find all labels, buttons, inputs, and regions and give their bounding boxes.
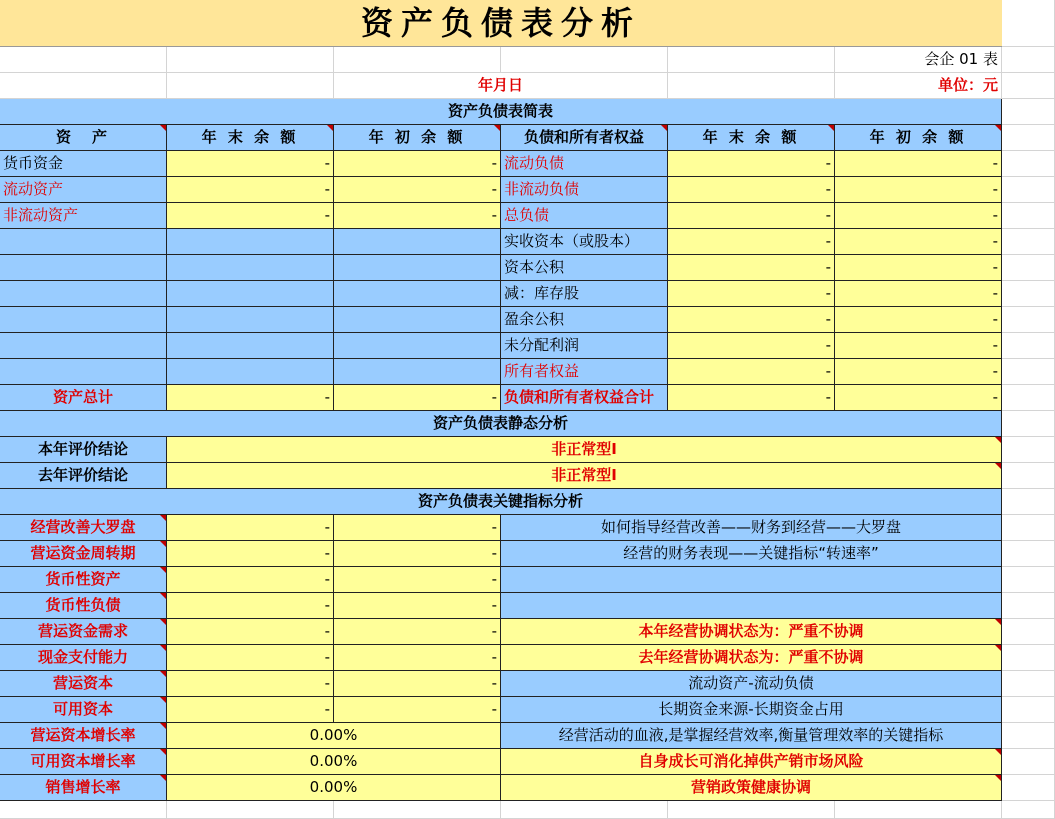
cell[interactable] <box>835 801 1002 819</box>
cell[interactable] <box>1002 671 1055 697</box>
cell[interactable] <box>1002 619 1055 645</box>
page-title[interactable]: 资产负债表分析 <box>0 0 1002 47</box>
form-code[interactable]: 会企 01 表 <box>835 47 1002 73</box>
cell[interactable] <box>1002 593 1055 619</box>
value-cell[interactable]: - <box>167 645 334 671</box>
indicator-note[interactable]: 经营的财务表现——关键指标“转速率” <box>501 541 1002 567</box>
value-cell[interactable]: - <box>835 281 1002 307</box>
value-cell[interactable]: - <box>835 333 1002 359</box>
cell[interactable] <box>1002 775 1055 801</box>
value-cell[interactable]: - <box>334 619 501 645</box>
value-cell[interactable]: - <box>334 151 501 177</box>
value-cell[interactable]: - <box>668 333 835 359</box>
growth-note[interactable]: 自身成长可消化掉供产销市场风险 <box>501 749 1002 775</box>
cell[interactable] <box>1002 0 1055 47</box>
cell[interactable] <box>0 73 167 99</box>
value-cell[interactable]: - <box>334 203 501 229</box>
cell[interactable] <box>0 255 167 281</box>
value-cell[interactable]: - <box>167 385 334 411</box>
cell[interactable] <box>1002 385 1055 411</box>
liab-label[interactable]: 减：库存股 <box>501 281 668 307</box>
cell[interactable] <box>334 255 501 281</box>
value-cell[interactable]: - <box>668 281 835 307</box>
value-cell[interactable]: - <box>668 359 835 385</box>
cell[interactable] <box>1002 489 1055 515</box>
indicator-note[interactable] <box>501 593 1002 619</box>
indicator-label[interactable]: 可用资本 <box>0 697 167 723</box>
cell[interactable] <box>167 229 334 255</box>
liab-label[interactable]: 实收资本（或股本） <box>501 229 668 255</box>
cell[interactable] <box>334 801 501 819</box>
value-cell[interactable]: - <box>167 593 334 619</box>
value-cell[interactable]: - <box>167 619 334 645</box>
cell[interactable] <box>1002 47 1055 73</box>
value-cell[interactable]: - <box>668 229 835 255</box>
value-cell[interactable]: - <box>668 307 835 333</box>
growth-label[interactable]: 可用资本增长率 <box>0 749 167 775</box>
indicator-note[interactable]: 本年经营协调状态为：严重不协调 <box>501 619 1002 645</box>
cell[interactable] <box>1002 463 1055 489</box>
liab-label[interactable]: 所有者权益 <box>501 359 668 385</box>
total-liab-label[interactable]: 负债和所有者权益合计 <box>501 385 668 411</box>
value-cell[interactable]: - <box>835 177 1002 203</box>
header-end-balance[interactable]: 年 末 余 额 <box>167 125 334 151</box>
cell[interactable] <box>1002 567 1055 593</box>
cell[interactable] <box>1002 515 1055 541</box>
indicator-note[interactable]: 去年经营协调状态为：严重不协调 <box>501 645 1002 671</box>
cell[interactable] <box>1002 281 1055 307</box>
liab-label[interactable]: 资本公积 <box>501 255 668 281</box>
cell[interactable] <box>1002 541 1055 567</box>
indicator-note[interactable]: 长期资金来源-长期资金占用 <box>501 697 1002 723</box>
cell[interactable] <box>167 359 334 385</box>
growth-value[interactable]: 0.00% <box>167 723 501 749</box>
growth-note[interactable]: 营销政策健康协调 <box>501 775 1002 801</box>
cell[interactable] <box>334 307 501 333</box>
indicator-label[interactable]: 营运资本 <box>0 671 167 697</box>
date-label[interactable]: 年月日 <box>334 73 668 99</box>
indicator-note[interactable]: 流动资产-流动负债 <box>501 671 1002 697</box>
cell[interactable] <box>334 47 501 73</box>
value-cell[interactable]: - <box>835 229 1002 255</box>
value-cell[interactable]: - <box>668 203 835 229</box>
cell[interactable] <box>0 229 167 255</box>
header-end-balance-2[interactable]: 年 末 余 额 <box>668 125 835 151</box>
value-cell[interactable]: - <box>167 203 334 229</box>
cell[interactable] <box>501 801 668 819</box>
total-assets-label[interactable]: 资产总计 <box>0 385 167 411</box>
cell[interactable] <box>668 801 835 819</box>
growth-value[interactable]: 0.00% <box>167 775 501 801</box>
value-cell[interactable]: - <box>334 593 501 619</box>
growth-value[interactable]: 0.00% <box>167 749 501 775</box>
indicator-label[interactable]: 营运资金需求 <box>0 619 167 645</box>
cell[interactable] <box>0 359 167 385</box>
asset-label[interactable]: 货币资金 <box>0 151 167 177</box>
indicator-label[interactable]: 营运资金周转期 <box>0 541 167 567</box>
cell[interactable] <box>0 307 167 333</box>
cell[interactable] <box>1002 645 1055 671</box>
value-cell[interactable]: - <box>167 567 334 593</box>
indicator-label[interactable]: 货币性负债 <box>0 593 167 619</box>
value-cell[interactable]: - <box>334 541 501 567</box>
cell[interactable] <box>1002 203 1055 229</box>
value-cell[interactable]: - <box>334 515 501 541</box>
cell[interactable] <box>501 47 668 73</box>
liab-label[interactable]: 未分配利润 <box>501 333 668 359</box>
cell[interactable] <box>1002 151 1055 177</box>
cell[interactable] <box>1002 255 1055 281</box>
value-cell[interactable]: - <box>334 645 501 671</box>
value-cell[interactable]: - <box>167 151 334 177</box>
cell[interactable] <box>1002 801 1055 819</box>
cell[interactable] <box>1002 411 1055 437</box>
growth-note[interactable]: 经营活动的血液,是掌握经营效率,衡量管理效率的关键指标 <box>501 723 1002 749</box>
liab-label[interactable]: 流动负债 <box>501 151 668 177</box>
value-cell[interactable]: - <box>668 385 835 411</box>
indicator-label[interactable]: 货币性资产 <box>0 567 167 593</box>
cell[interactable] <box>668 73 835 99</box>
last-year-value[interactable]: 非正常型Ⅰ <box>167 463 1002 489</box>
cell[interactable] <box>167 255 334 281</box>
cell[interactable] <box>167 307 334 333</box>
value-cell[interactable]: - <box>167 697 334 723</box>
cell[interactable] <box>334 359 501 385</box>
value-cell[interactable]: - <box>334 697 501 723</box>
cell[interactable] <box>1002 125 1055 151</box>
value-cell[interactable]: - <box>835 385 1002 411</box>
cell[interactable] <box>668 47 835 73</box>
cell[interactable] <box>0 281 167 307</box>
this-year-value[interactable]: 非正常型Ⅰ <box>167 437 1002 463</box>
value-cell[interactable]: - <box>167 671 334 697</box>
cell[interactable] <box>1002 437 1055 463</box>
value-cell[interactable]: - <box>167 541 334 567</box>
cell[interactable] <box>1002 723 1055 749</box>
value-cell[interactable]: - <box>167 515 334 541</box>
liab-label[interactable]: 非流动负债 <box>501 177 668 203</box>
value-cell[interactable]: - <box>334 567 501 593</box>
indicator-label[interactable]: 经营改善大罗盘 <box>0 515 167 541</box>
cell[interactable] <box>1002 229 1055 255</box>
value-cell[interactable]: - <box>668 177 835 203</box>
liab-label[interactable]: 总负债 <box>501 203 668 229</box>
cell[interactable] <box>1002 333 1055 359</box>
cell[interactable] <box>1002 697 1055 723</box>
value-cell[interactable]: - <box>835 151 1002 177</box>
asset-label[interactable]: 流动资产 <box>0 177 167 203</box>
cell[interactable] <box>1002 307 1055 333</box>
cell[interactable] <box>334 333 501 359</box>
cell[interactable] <box>0 47 167 73</box>
header-begin-balance[interactable]: 年 初 余 额 <box>334 125 501 151</box>
section-title-summary[interactable]: 资产负债表简表 <box>0 99 1002 125</box>
cell[interactable] <box>167 73 334 99</box>
value-cell[interactable]: - <box>835 255 1002 281</box>
header-assets[interactable]: 资 产 <box>0 125 167 151</box>
cell[interactable] <box>334 281 501 307</box>
last-year-label[interactable]: 去年评价结论 <box>0 463 167 489</box>
liab-label[interactable]: 盈余公积 <box>501 307 668 333</box>
cell[interactable] <box>1002 359 1055 385</box>
cell[interactable] <box>167 281 334 307</box>
cell[interactable] <box>167 333 334 359</box>
cell[interactable] <box>1002 177 1055 203</box>
cell[interactable] <box>1002 749 1055 775</box>
indicator-note[interactable] <box>501 567 1002 593</box>
value-cell[interactable]: - <box>334 385 501 411</box>
cell[interactable] <box>167 801 334 819</box>
value-cell[interactable]: - <box>668 255 835 281</box>
indicator-label[interactable]: 现金支付能力 <box>0 645 167 671</box>
cell[interactable] <box>1002 73 1055 99</box>
value-cell[interactable]: - <box>835 359 1002 385</box>
value-cell[interactable]: - <box>334 177 501 203</box>
cell[interactable] <box>0 333 167 359</box>
indicator-note[interactable]: 如何指导经营改善——财务到经营——大罗盘 <box>501 515 1002 541</box>
header-begin-balance-2[interactable]: 年 初 余 额 <box>835 125 1002 151</box>
growth-label[interactable]: 营运资本增长率 <box>0 723 167 749</box>
header-liab-equity[interactable]: 负债和所有者权益 <box>501 125 668 151</box>
value-cell[interactable]: - <box>334 671 501 697</box>
value-cell[interactable]: - <box>668 151 835 177</box>
cell[interactable] <box>334 229 501 255</box>
growth-label[interactable]: 销售增长率 <box>0 775 167 801</box>
section-title-indicators[interactable]: 资产负债表关键指标分析 <box>0 489 1002 515</box>
this-year-label[interactable]: 本年评价结论 <box>0 437 167 463</box>
asset-label[interactable]: 非流动资产 <box>0 203 167 229</box>
value-cell[interactable]: - <box>835 307 1002 333</box>
cell[interactable] <box>0 801 167 819</box>
value-cell[interactable]: - <box>835 203 1002 229</box>
value-cell[interactable]: - <box>167 177 334 203</box>
cell[interactable] <box>1002 99 1055 125</box>
section-title-static[interactable]: 资产负债表静态分析 <box>0 411 1002 437</box>
unit-label[interactable]: 单位：元 <box>835 73 1002 99</box>
cell[interactable] <box>167 47 334 73</box>
